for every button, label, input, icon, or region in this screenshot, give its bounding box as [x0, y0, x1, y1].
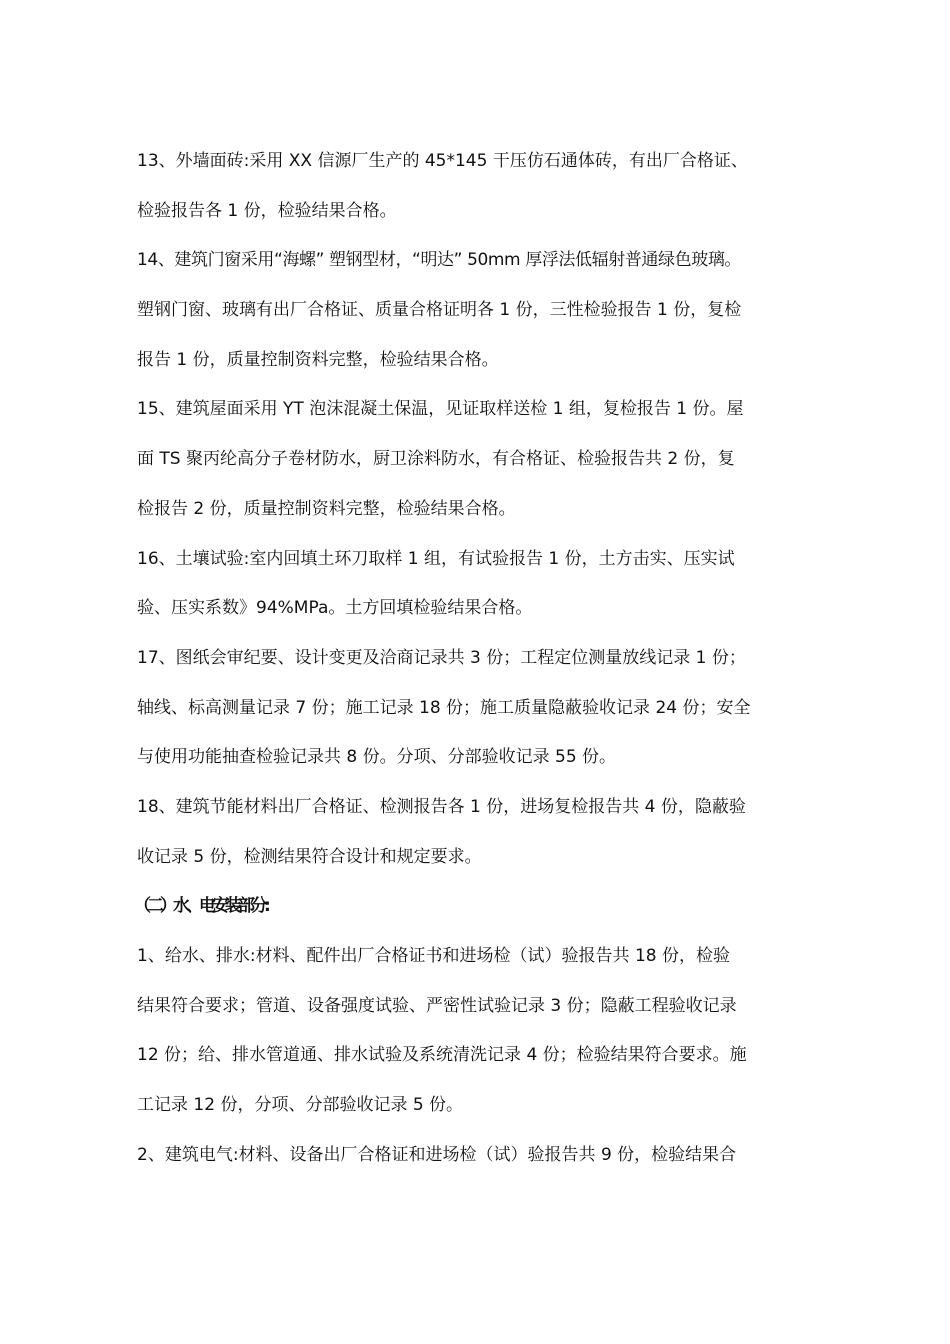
text-line: 17、图纸会审纪要、设计变更及洽商记录共 3 份；工程定位测量放线记录 1 份；	[137, 647, 746, 668]
text-line: 与使用功能抽查检验记录共 8 份。分项、分部验收记录 55 份。	[137, 747, 617, 768]
text-line: 验、压实系数》94%MPa。土方回填检验结果合格。	[137, 598, 533, 619]
text-line: 13、外墙面砖:采用 XX 信源厂生产的 45*145 干压仿石通体砖，有出厂合格证、	[137, 151, 748, 171]
text-line: 18、建筑节能材料出厂合格证、检测报告各 1 份，进场复检报告共 4 份，隐蔽验	[137, 796, 746, 817]
text-line: 1、给水、排水:材料、配件出厂合格证书和进场检（试）验报告共 18 份，检验	[137, 946, 730, 966]
text-line: 轴线、标高测量记录 7 份；施工记录 18 份；施工质量隐蔽验收记录 24 份；安全	[137, 697, 751, 718]
text-line: 报告 1 份，质量控制资料完整，检验结果合格。	[137, 349, 499, 370]
text-line: 15、建筑屋面采用 YT 泡沫混凝土保温，见证取样送检 1 组，复检报告 1 份。屋	[137, 399, 744, 420]
text-line: 塑钢门窗、玻璃有出厂合格证、质量合格证明各 1 份，三性检验报告 1 份，复检	[137, 300, 742, 321]
text-line: 结果符合要求；管道、设备强度试验、严密性试验记录 3 份；隐蔽工程验收记录	[137, 995, 737, 1016]
text-line: 检验报告各 1 份，检验结果合格。	[137, 200, 397, 221]
section-heading: （二）水、电安装部分:	[134, 896, 267, 917]
text-line: 检报告 2 份，质量控制资料完整，检验结果合格。	[137, 498, 516, 519]
text-line: 12 份；给、排水管道通、排水试验及系统清洗记录 4 份；检验结果符合要求。施	[137, 1045, 747, 1066]
text-line: 14、建筑门窗采用“海螺” 塑钢型材，“明达” 50mm 厚浮法低辐射普通绿色玻璃。	[137, 250, 742, 271]
text-line: 2、建筑电气:材料、设备出厂合格证和进场检（试）验报告共 9 份，检验结果合	[137, 1144, 737, 1165]
text-line: 工记录 12 份，分项、分部验收记录 5 份。	[137, 1095, 464, 1116]
text-line: 面 TS 聚丙纶高分子卷材防水，厨卫涂料防水，有合格证、检验报告共 2 份，复	[137, 449, 735, 470]
document-body	[134, 137, 827, 1180]
text-line: 16、土壤试验:室内回填土环刀取样 1 组，有试验报告 1 份，土方击实、压实试	[137, 548, 735, 569]
text-line: 收记录 5 份，检测结果符合设计和规定要求。	[137, 846, 482, 867]
